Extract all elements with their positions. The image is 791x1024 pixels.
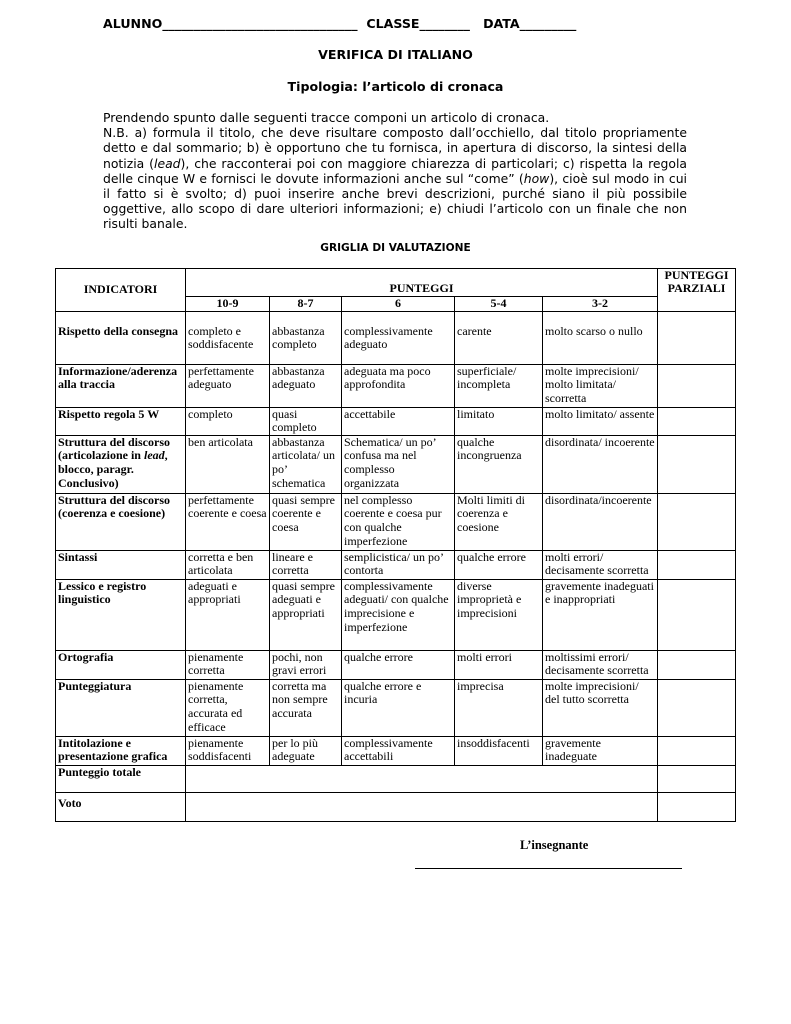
score-cell: perfettamente adeguato (186, 364, 270, 407)
student-header (103, 16, 703, 31)
score-cell: molto scarso o nullo (543, 311, 658, 364)
indicator-cell: Intitolazione e presentazione grafica (56, 736, 186, 765)
page-title: VERIFICA DI ITALIANO (318, 47, 473, 62)
score-cell: molte imprecisioni/ del tutto scorretta (543, 679, 658, 736)
score-cell: gravemente inadeguate (543, 736, 658, 765)
score-cell: gravemente inadeguati e inappropriati (543, 579, 658, 650)
score-cell: semplicistica/ un po’ contorta (342, 550, 455, 579)
score-cell: superficiale/ incompleta (455, 364, 543, 407)
score-cell: completo (186, 407, 270, 435)
score-cell: disordinata/incoerente (543, 493, 658, 550)
teacher-signature-line[interactable] (415, 868, 682, 869)
grade-row (56, 792, 736, 821)
score-cell: limitato (455, 407, 543, 435)
score-cell: carente (455, 311, 543, 364)
score-cell: Molti limiti di coerenza e coesione (455, 493, 543, 550)
score-cell: qualche errore (342, 650, 455, 679)
indicator-cell: Lessico e registro linguistico (56, 579, 186, 650)
grid-header-row (56, 269, 736, 297)
score-cell: diverse improprietà e imprecisioni (455, 579, 543, 650)
indicator-cell: Rispetto della consegna (56, 311, 186, 364)
score-cell: pienamente soddisfacenti (186, 736, 270, 765)
partial-score-cell[interactable] (658, 407, 736, 435)
score-band: 10-9 (186, 297, 270, 312)
score-cell: lineare e corretta (270, 550, 342, 579)
score-cell: quasi completo (270, 407, 342, 435)
instructions (103, 110, 687, 232)
score-cell: disordinata/ incoerente (543, 435, 658, 493)
scores-header: PUNTEGGI (186, 269, 658, 297)
table-row (56, 650, 736, 679)
score-cell: abbastanza completo (270, 311, 342, 364)
how-term: how (523, 170, 550, 186)
score-cell: nel complesso coerente e coesa pur con qualche imperfezione (342, 493, 455, 550)
score-cell: molte imprecisioni/ molto limitata/ scorretta (543, 364, 658, 407)
lead-term: lead (154, 155, 181, 171)
score-cell: quasi sempre adeguati e appropriati (270, 579, 342, 650)
score-cell: qualche incongruenza (455, 435, 543, 493)
score-cell: adeguata ma poco approfondita (342, 364, 455, 407)
table-row (56, 364, 736, 407)
table-row (56, 407, 736, 435)
indicator-cell: Struttura del discorso (articolazione in lead, blocco, paragr. Conclusivo) (56, 435, 186, 493)
score-band: 6 (342, 297, 455, 312)
score-cell: Schematica/ un po’ confusa ma nel complesso organizzata (342, 435, 455, 493)
table-row (56, 679, 736, 736)
partial-scores-header: PUNTEGGI PARZIALI (658, 269, 736, 312)
score-cell: complessivamente accettabili (342, 736, 455, 765)
class-label: CLASSE (366, 16, 420, 31)
indicator-cell: Punteggiatura (56, 679, 186, 736)
table-row (56, 550, 736, 579)
score-cell: pochi, non gravi errori (270, 650, 342, 679)
score-cell: completo e soddisfacente (186, 311, 270, 364)
score-cell: ben articolata (186, 435, 270, 493)
score-cell: corretta ma non sempre accurata (270, 679, 342, 736)
partial-score-cell[interactable] (658, 311, 736, 364)
score-band: 3-2 (543, 297, 658, 312)
score-band: 5-4 (455, 297, 543, 312)
partial-score-cell[interactable] (658, 435, 736, 493)
date-label: DATA (483, 16, 520, 31)
table-row (56, 311, 736, 364)
score-cell: accettabile (342, 407, 455, 435)
partial-score-cell[interactable] (658, 493, 736, 550)
table-row (56, 736, 736, 765)
evaluation-grid (55, 268, 736, 822)
instructions-notes: N.B. a) formula il titolo, che deve risultare composto dall’occhiello, dal titolo propriamente detto e dal sommario; b) è opportuno che tu fornisca, in apertura di discorso, la sintesi della notizia (lead), che racconterai poi con maggiore chiarezza di particolari; c) rispetta la regola delle cinque W e fornisci le dovute informazioni anche sul “come” (how), cioè sul modo in cui il fatto si è svolto; d) puoi inserire anche brevi descrizioni, purché siano il più possibile oggettive, allo scopo di dare ulteriori informazioni; e) chiudi l’articolo con un finale che non risulti banale. (103, 125, 688, 232)
total-label: Punteggio totale (56, 765, 186, 792)
date-blank[interactable]: _________ (519, 16, 577, 31)
score-cell: pienamente corretta (186, 650, 270, 679)
total-row (56, 765, 736, 792)
score-band: 8-7 (270, 297, 342, 312)
instructions-intro: Prendendo spunto dalle seguenti tracce componi un articolo di cronaca. (103, 110, 550, 125)
score-cell: molti errori (455, 650, 543, 679)
partial-score-cell[interactable] (658, 679, 736, 736)
partial-score-cell[interactable] (658, 579, 736, 650)
indicator-cell: Rispetto regola 5 W (56, 407, 186, 435)
indicator-cell: Sintassi (56, 550, 186, 579)
score-cell: qualche errore (455, 550, 543, 579)
partial-score-cell[interactable] (658, 550, 736, 579)
score-cell: molti errori/ decisamente scorretta (543, 550, 658, 579)
score-cell: corretta e ben articolata (186, 550, 270, 579)
score-cell: molto limitato/ assente (543, 407, 658, 435)
score-cell: abbastanza articolata/ un po’ schematica (270, 435, 342, 493)
score-cell: qualche errore e incuria (342, 679, 455, 736)
partial-score-cell[interactable] (658, 364, 736, 407)
partial-score-cell[interactable] (658, 650, 736, 679)
indicator-cell: Informazione/aderenza alla traccia (56, 364, 186, 407)
score-cell: imprecisa (455, 679, 543, 736)
score-cell: abbastanza adeguato (270, 364, 342, 407)
score-cell: quasi sempre coerente e coesa (270, 493, 342, 550)
table-row (56, 435, 736, 493)
score-cell: complessivamente adeguato (342, 311, 455, 364)
grade-partial-cell[interactable] (658, 792, 736, 821)
partial-score-cell[interactable] (658, 736, 736, 765)
total-score-cell[interactable] (186, 765, 658, 792)
page-subtitle: Tipologia: l’articolo di cronaca (287, 79, 504, 94)
student-name-blank[interactable]: _______________________________ (162, 16, 358, 31)
indicator-cell: Ortografia (56, 650, 186, 679)
total-partial-cell[interactable] (658, 765, 736, 792)
grid-title: GRIGLIA DI VALUTAZIONE (320, 242, 471, 254)
score-cell: moltissimi errori/ decisamente scorretta (543, 650, 658, 679)
indicators-header: INDICATORI (56, 269, 186, 312)
score-cell: pienamente corretta, accurata ed efficace (186, 679, 270, 736)
indicator-cell: Struttura del discorso (coerenza e coesione) (56, 493, 186, 550)
table-row (56, 579, 736, 650)
table-row (56, 493, 736, 550)
score-cell: complessivamente adeguati/ con qualche imprecisione e imperfezione (342, 579, 455, 650)
teacher-label: L’insegnante (520, 838, 589, 852)
score-cell: per lo più adeguate (270, 736, 342, 765)
score-cell: adeguati e appropriati (186, 579, 270, 650)
grade-label: Voto (56, 792, 186, 821)
class-blank[interactable]: ________ (419, 16, 470, 31)
score-cell: insoddisfacenti (455, 736, 543, 765)
student-label: ALUNNO (103, 16, 163, 31)
grade-cell[interactable] (186, 792, 658, 821)
score-cell: perfettamente coerente e coesa (186, 493, 270, 550)
